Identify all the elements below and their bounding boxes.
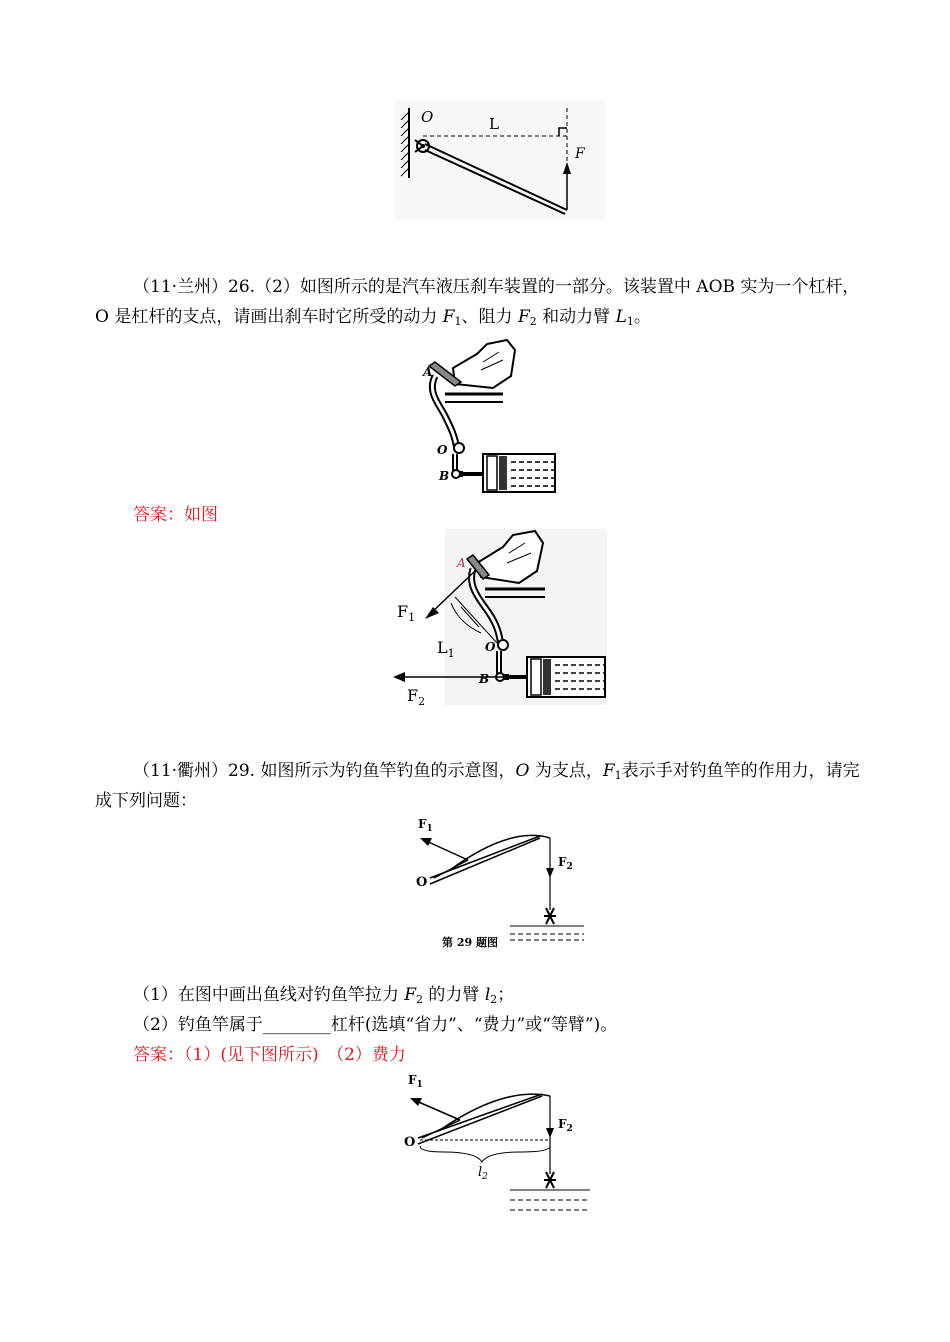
q26-l1: L [615, 307, 627, 327]
svg-text:F2 [407, 686, 425, 708]
q26-f2: F [517, 307, 530, 327]
svg-text:F1 [418, 817, 433, 834]
label-f2: F [407, 686, 419, 705]
label-f2: F [558, 1117, 567, 1131]
svg-text:F1 [408, 1073, 423, 1090]
q29-f1: F [602, 761, 615, 781]
label-o: O [404, 1135, 416, 1150]
question-29 [95, 756, 865, 816]
label-o: O [485, 640, 496, 654]
brake-pedal-figure [415, 336, 560, 496]
q26-mid2: 和动力臂 [536, 307, 616, 327]
q26-mid1: 、阻力 [461, 307, 518, 327]
label-f1: F [408, 1073, 417, 1087]
label-f1: F [418, 817, 427, 831]
q29-f1-sub: 1 [614, 769, 622, 782]
q26-f1: F [442, 307, 455, 327]
q29-1-prefix: （1）在图中画出鱼线对钓鱼竿拉力 [133, 985, 405, 1005]
q26-l1-sub: 1 [626, 315, 634, 328]
q29-1-end: ； [497, 985, 515, 1005]
q26-f2-sub: 2 [529, 315, 537, 328]
svg-text:l2 [478, 1165, 488, 1182]
label-o: O [437, 443, 448, 457]
figure-caption: 第 29 题图 [442, 936, 498, 949]
label-f1-sub: 1 [408, 611, 416, 624]
q29-1-l2: l [484, 985, 491, 1005]
q29-o: O [515, 761, 530, 781]
q29-prefix: （11·衢州）29. 如图所示为钓鱼竿钓鱼的示意图， [133, 761, 516, 781]
label-f1-sub: 1 [426, 824, 433, 834]
q26-end: 。 [633, 307, 651, 327]
svg-text:F1 [397, 602, 415, 624]
fishing-rod-figure [410, 812, 590, 957]
label-a: A [423, 365, 433, 379]
question-29-part-2: （2）钓鱼竿属于________杠杆(选填“省力”、“费力”或“等臂”)。 [133, 1015, 618, 1035]
brake-pedal-answer-figure [385, 525, 610, 710]
label-l1: L [437, 638, 448, 657]
label-a: A [457, 556, 466, 570]
fishing-rod-answer-figure [400, 1066, 595, 1226]
lever-diagram-figure [395, 100, 605, 220]
label-f2-sub: 2 [566, 862, 573, 872]
label-f2: F [558, 855, 567, 869]
label-o: O [421, 108, 434, 126]
q29-1-f2: F [404, 985, 417, 1005]
q29-1-mid: 的力臂 [423, 985, 485, 1005]
svg-text:F2 [558, 1117, 573, 1134]
label-l2: l [478, 1165, 483, 1180]
label-f1: F [397, 602, 409, 621]
question-29-part-1 [133, 980, 903, 1010]
q26-f1-sub: 1 [454, 315, 462, 328]
question-26 [95, 272, 865, 332]
label-f2-sub: 2 [418, 695, 426, 708]
q29-1-f2-sub: 2 [416, 993, 424, 1006]
q29-end: 表示手对钓鱼竿的作用力，请完成下列问题： [95, 761, 860, 811]
label-f1-sub: 1 [416, 1080, 423, 1090]
label-l2-sub: 2 [482, 1172, 488, 1182]
q29-mid1: 为支点， [529, 761, 603, 781]
label-l1-sub: 1 [447, 647, 455, 660]
label-b: B [439, 469, 450, 483]
label-f2-sub: 2 [566, 1124, 573, 1134]
label-b: B [479, 672, 490, 686]
answer-29: 答案：（1）(见下图所示) （2）费力 [133, 1045, 406, 1065]
q26-prefix: （11·兰州）26.（2）如图所示的是汽车液压刹车装置的一部分。该装置中 AOB 实为一个杠杆，O 是杠杆的支点，请画出刹车时它所受的动力 [95, 277, 860, 327]
label-f: F [575, 146, 585, 162]
q29-1-l2-sub: 2 [490, 993, 498, 1006]
svg-text:F2 [558, 855, 573, 872]
label-l: L [489, 115, 499, 133]
label-o: O [416, 875, 428, 890]
answer-26: 答案：如图 [133, 505, 218, 525]
